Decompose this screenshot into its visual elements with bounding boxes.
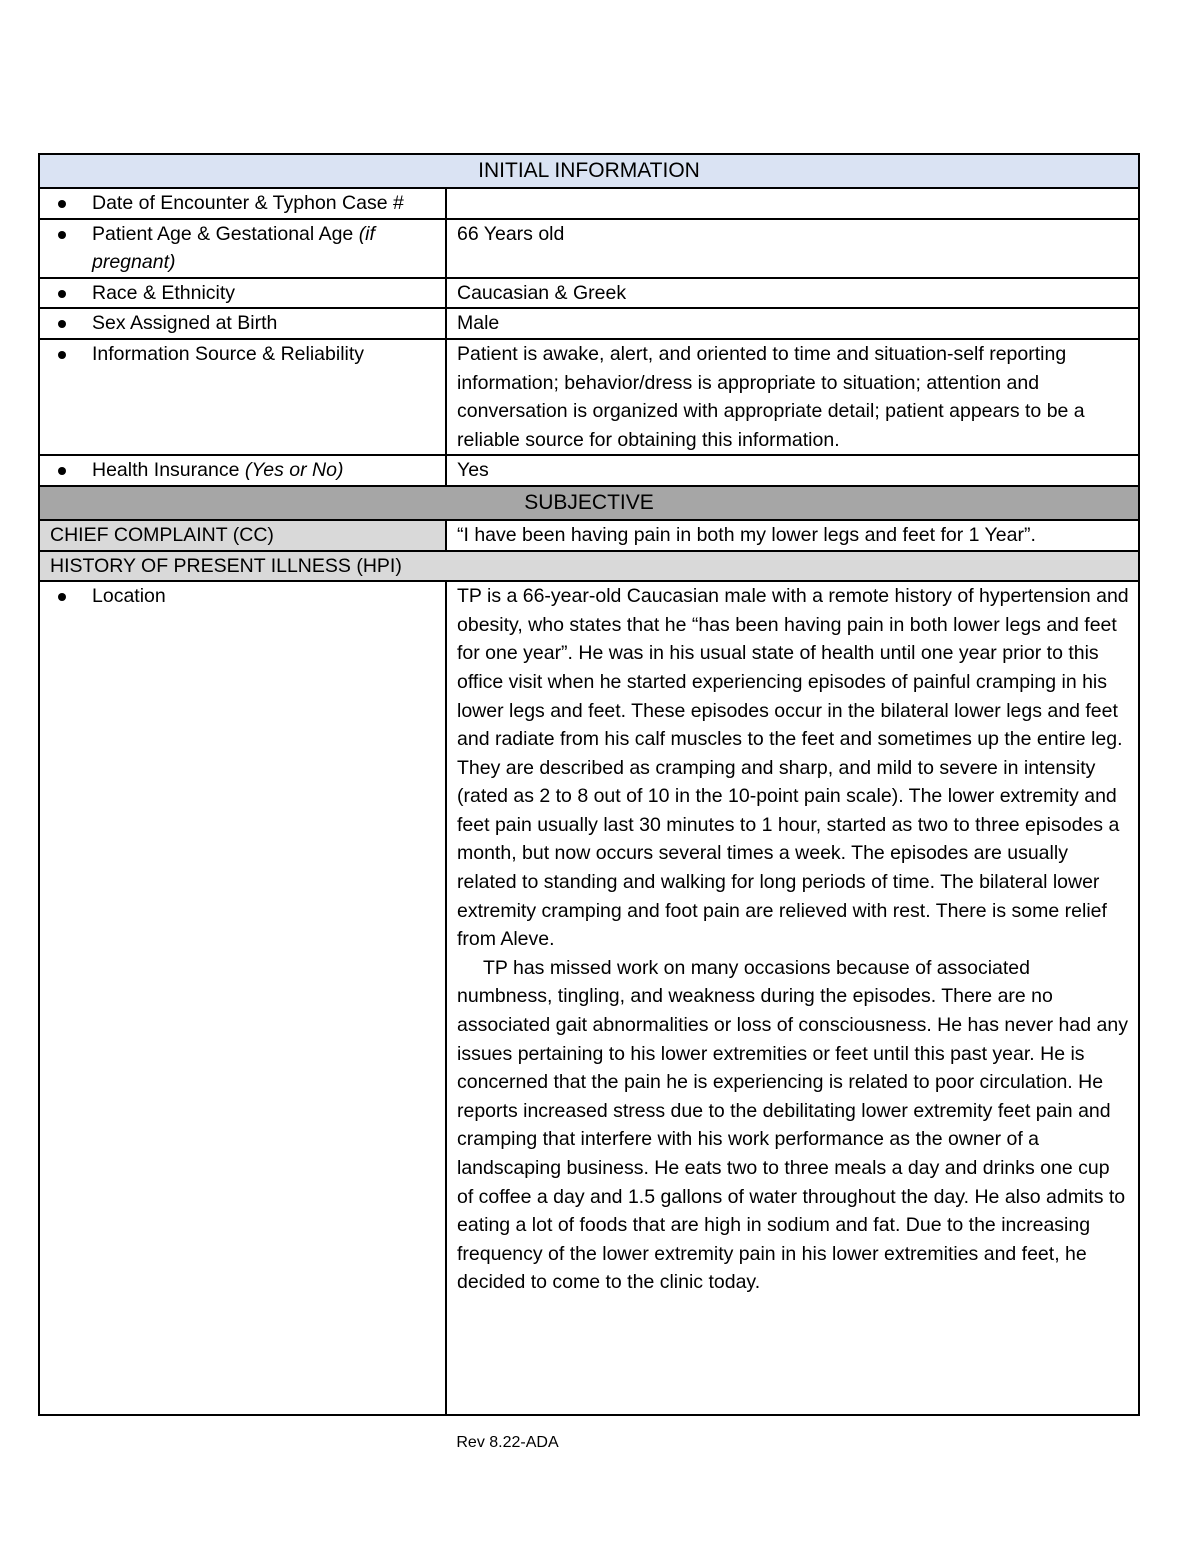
value-race-ethnicity[interactable]: Caucasian & Greek (446, 278, 1139, 309)
bullet-icon (58, 320, 66, 328)
value-date-of-encounter[interactable] (446, 188, 1139, 219)
label-health-insurance: Health Insurance (92, 459, 245, 482)
initial-information-title: INITIAL INFORMATION (39, 154, 1139, 188)
bullet-icon (58, 290, 66, 298)
row-race-ethnicity (39, 278, 1139, 309)
value-hpi-narrative[interactable] (446, 581, 1139, 1415)
initial-information-header-row (39, 154, 1139, 188)
label-cell (39, 219, 446, 278)
label-sex-assigned: Sex Assigned at Birth (92, 312, 278, 335)
label-cell (39, 581, 446, 1415)
value-patient-age[interactable]: 66 Years old (446, 219, 1139, 278)
label-cell (39, 278, 446, 309)
hpi-header-row (39, 551, 1139, 582)
label-chief-complaint: CHIEF COMPLAINT (CC) (39, 520, 446, 551)
bullet-icon (58, 593, 66, 601)
row-hpi-location (39, 581, 1139, 1415)
row-patient-age (39, 219, 1139, 278)
row-date-of-encounter (39, 188, 1139, 219)
bullet-icon (58, 231, 66, 239)
patient-form-table (38, 153, 1140, 1416)
row-sex-assigned (39, 308, 1139, 339)
value-chief-complaint[interactable]: “I have been having pain in both my lower legs and feet for 1 Year”. (446, 520, 1139, 551)
row-health-insurance (39, 455, 1139, 486)
label-patient-age: Patient Age & Gestational Age (92, 222, 359, 245)
bullet-icon (58, 200, 66, 208)
label-location: Location (92, 585, 166, 608)
label-date-of-encounter: Date of Encounter & Typhon Case # (92, 192, 404, 214)
hpi-title: HISTORY OF PRESENT ILLNESS (HPI) (39, 551, 1139, 582)
label-race-ethnicity: Race & Ethnicity (92, 281, 236, 304)
value-information-source[interactable]: Patient is awake, alert, and oriented to time and situation-self reporting information; behavior/dress is appropriate to situation; attention and conversation is organized with appropriate detail; patient appears to be a reliable source for obtaining this information. (446, 339, 1139, 455)
label-information-source: Information Source & Reliability (92, 342, 365, 365)
subjective-header-row (39, 486, 1139, 520)
bullet-icon (58, 467, 66, 475)
value-sex-assigned[interactable]: Male (446, 308, 1139, 339)
subjective-title: SUBJECTIVE (39, 486, 1139, 520)
revision-footer: Rev 8.22-ADA (456, 1434, 559, 1451)
value-health-insurance[interactable]: Yes (446, 455, 1139, 486)
row-chief-complaint (39, 520, 1139, 551)
label-cell (39, 308, 446, 339)
label-cell (39, 188, 446, 219)
label-cell (39, 339, 446, 455)
hpi-paragraph-1: TP is a 66-year-old Caucasian male with a remote history of hypertension and obesity, who states that he “has been having pain in both lower legs and feet for one year”. He was in his usual state of health until one year prior to this office visit when he started experiencing episodes of painful cramping in his lower legs and feet. These episodes occur in the bilateral lower legs and feet and radiate from his calf muscles to the feet and sometimes up the entire leg. They are described as cramping and sharp, and mild to severe in intensity (rated as 2 to 8 out of 10 in the 10-point pain scale). The lower extremity and feet pain usually last 30 minutes to 1 hour, started as two to three episodes a month, but now occurs several times a week. The episodes are usually related to standing and walking for long periods of time. The bilateral lower extremity cramping and foot pain are relieved with rest. There is some relief from Aleve. (457, 585, 1129, 951)
label-health-insurance-note: (Yes or No) (244, 459, 344, 482)
label-cell (39, 455, 446, 486)
row-information-source (39, 339, 1139, 455)
hpi-paragraph-2: TP has missed work on many occasions because of associated numbness, tingling, and weakness during the episodes. There are no associated gait abnormalities or loss of consciousness. He has never had any issues pertaining to his lower extremities or feet until this past year. He is concerned that the pain he is experiencing is related to poor circulation. He reports increased stress due to the debilitating lower extremity feet pain and cramping that interfere with his work performance as the owner of a landscaping business. He eats two to three meals a day and drinks one cup of coffee a day and 1.5 gallons of water throughout the day. He also admits to eating a lot of foods that are high in sodium and fat. Due to the increasing frequency of the lower extremity pain in his lower extremities and feet, he decided to come to the clinic today. (457, 956, 1128, 1294)
bullet-icon (58, 351, 66, 359)
label-patient-age-note: (if pregnant) (92, 222, 375, 274)
